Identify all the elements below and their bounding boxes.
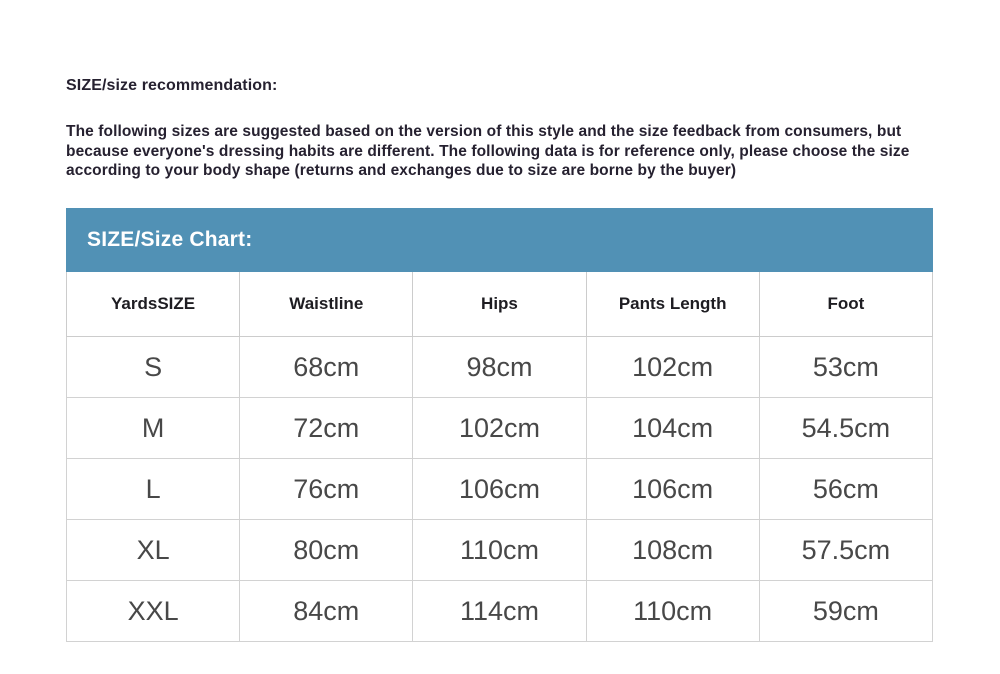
size-row-s <box>67 337 933 398</box>
measurement-cell: 53cm <box>759 337 932 398</box>
measurement-cell: 110cm <box>413 520 586 581</box>
measurement-cell: 57.5cm <box>759 520 932 581</box>
size-row-m <box>67 398 933 459</box>
measurement-cell: 106cm <box>586 459 759 520</box>
measurement-cell: 84cm <box>240 581 413 642</box>
measurement-cell: 72cm <box>240 398 413 459</box>
size-chart-body <box>67 337 933 642</box>
measurement-cell: 68cm <box>240 337 413 398</box>
measurement-cell: 59cm <box>759 581 932 642</box>
size-chart-title-bar <box>66 208 933 272</box>
measurement-cell: 98cm <box>413 337 586 398</box>
size-cell: XXL <box>67 581 240 642</box>
size-cell: L <box>67 459 240 520</box>
size-chart-header-row <box>67 272 933 337</box>
measurement-cell: 56cm <box>759 459 932 520</box>
column-header-hips: Hips <box>413 272 586 337</box>
column-header-foot: Foot <box>759 272 932 337</box>
size-cell: S <box>67 337 240 398</box>
measurement-cell: 102cm <box>413 398 586 459</box>
column-header-yardssize: YardsSIZE <box>67 272 240 337</box>
column-header-waistline: Waistline <box>240 272 413 337</box>
size-cell: XL <box>67 520 240 581</box>
size-row-l <box>67 459 933 520</box>
measurement-cell: 76cm <box>240 459 413 520</box>
measurement-cell: 102cm <box>586 337 759 398</box>
measurement-cell: 80cm <box>240 520 413 581</box>
size-cell: M <box>67 398 240 459</box>
recommendation-text: The following sizes are suggested based on the version of this style and the size feedback from consumers, but because everyone's dressing habits are different. The following data is for reference only, please choose the size according to your body shape (returns and exchanges due to size are borne by the buyer) <box>66 123 910 179</box>
table-header-row <box>67 272 933 337</box>
measurement-cell: 54.5cm <box>759 398 932 459</box>
measurement-cell: 104cm <box>586 398 759 459</box>
page-content <box>66 0 933 642</box>
measurement-cell: 106cm <box>413 459 586 520</box>
size-row-xxl <box>67 581 933 642</box>
measurement-cell: 114cm <box>413 581 586 642</box>
size-row-xl <box>67 520 933 581</box>
size-chart-table <box>66 272 933 643</box>
recommendation-heading: SIZE/size recommendation: <box>66 77 278 94</box>
size-chart-title: SIZE/Size Chart: <box>87 227 253 251</box>
measurement-cell: 108cm <box>586 520 759 581</box>
column-header-pants-length: Pants Length <box>586 272 759 337</box>
measurement-cell: 110cm <box>586 581 759 642</box>
